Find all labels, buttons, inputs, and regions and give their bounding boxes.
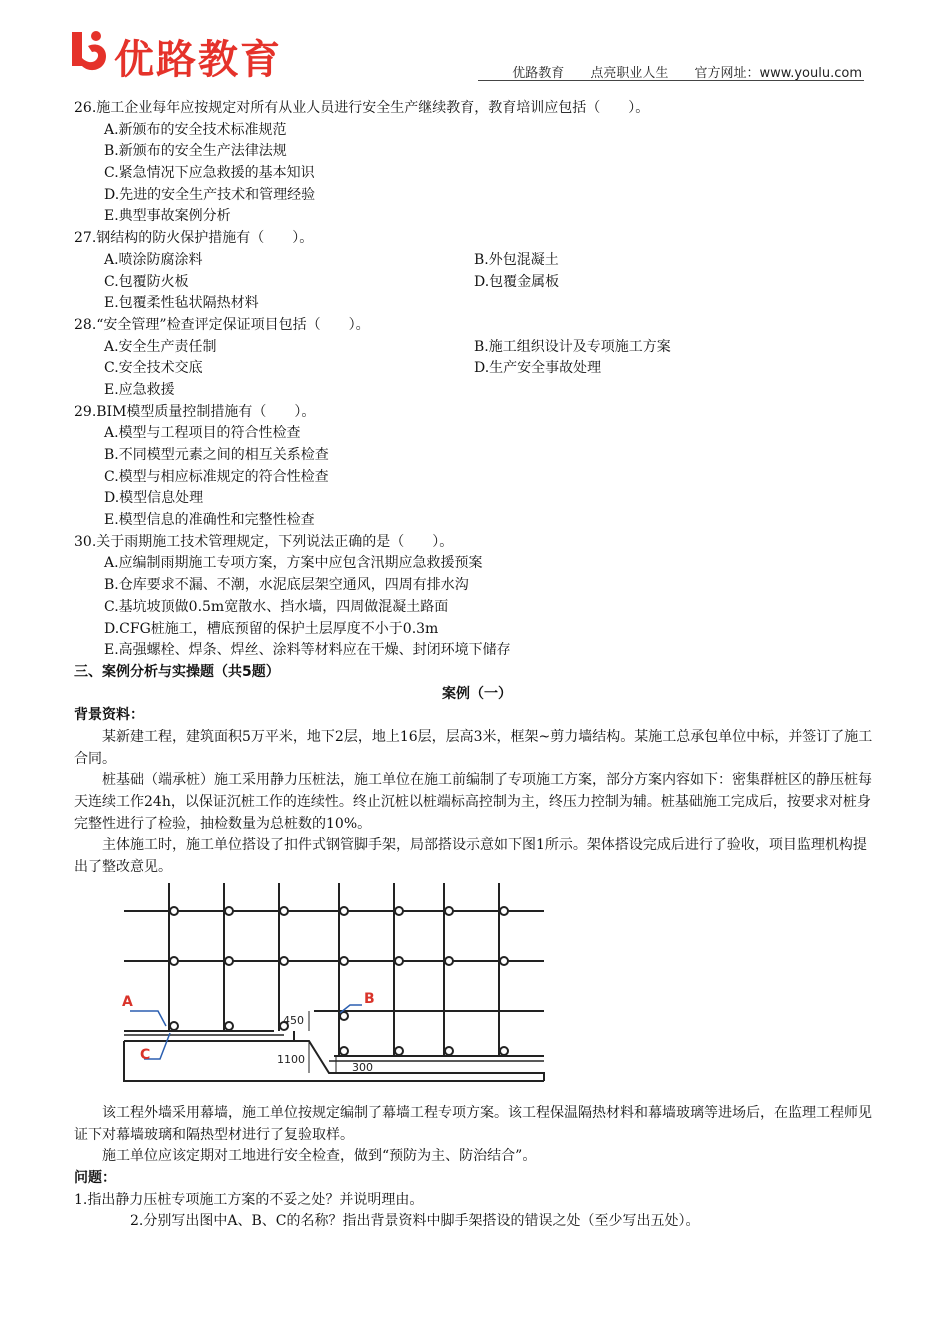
brand-logo	[68, 26, 298, 83]
option: C.安全技术交底	[104, 360, 203, 377]
option: A.新颁布的安全技术标准规范	[104, 121, 287, 138]
paragraph: 某新建工程，建筑面积5万平米，地下2层，地上16层，层高3米，框架~剪力墙结构。某施工总承包单位中标，并签订了施工合同。	[74, 728, 873, 767]
paragraph: 该工程外墙采用幕墙，施工单位按规定编制了幕墙工程专项方案。该工程保温隔热材料和幕墙玻璃等进场后，在监理工程师见证下对幕墙玻璃和隔热型材进行了复验取样。	[74, 1104, 872, 1143]
option: C.紧急情况下应急救援的基本知识	[104, 165, 315, 182]
option: B.施工组织设计及专项施工方案	[474, 338, 671, 355]
question-stem: 29.BIM模型质量控制措施有（ ）。	[74, 403, 316, 420]
header-divider	[478, 80, 864, 81]
section-title: 三、案例分析与实操题（共5题）	[74, 663, 280, 680]
option-row	[74, 272, 880, 294]
option: A.安全生产责任制	[104, 338, 217, 355]
label-b: B	[364, 990, 375, 1007]
header-website[interactable]: 官方网址：www.youlu.com	[694, 66, 862, 81]
background-label: 背景资料：	[74, 707, 144, 724]
option: B.不同模型元素之间的相互关系检查	[104, 447, 329, 463]
option: B.外包混凝土	[474, 251, 559, 268]
option: E.模型信息的准确性和完整性检查	[104, 512, 315, 529]
logo-icon	[68, 26, 110, 76]
dim-300: 300	[352, 1060, 373, 1074]
header-brand: 优路教育	[512, 66, 565, 81]
option: B.新颁布的安全生产法律法规	[104, 143, 287, 160]
option-row	[74, 358, 880, 380]
label-c: C	[140, 1046, 151, 1063]
questions-label: 问题：	[74, 1169, 116, 1186]
option-row	[74, 337, 880, 359]
option: C.模型与相应标准规定的符合性检查	[104, 468, 329, 485]
option: E.包覆柔性毡状隔热材料	[104, 295, 259, 312]
paragraph: 主体施工时，施工单位搭设了扣件式钢管脚手架，局部搭设示意如下图1所示。架体搭设完成后进行了验收，项目监理机构提出了整改意见。	[74, 837, 867, 876]
dim-450: 450	[283, 1013, 304, 1027]
option: A.喷涂防腐涂料	[104, 251, 203, 268]
option: E.高强螺栓、焊条、焊丝、涂料等材料应在干燥、封闭环境下储存	[104, 642, 511, 659]
option: B.仓库要求不漏、不潮，水泥底层架空通风，四周有排水沟	[104, 577, 469, 594]
option: D.生产安全事故处理	[474, 360, 602, 377]
option: C.包覆防火板	[104, 273, 189, 290]
option: A.应编制雨期施工专项方案，方案中应包含汛期应急救援预案	[104, 555, 483, 572]
paragraph: 施工单位应该定期对工地进行安全检查，做到“预防为主、防治结合”。	[102, 1148, 537, 1165]
option: D.CFG桩施工，槽底预留的保护土层厚度不小于0.3m	[104, 620, 439, 637]
question-stem: 30.关于雨期施工技术管理规定，下列说法正确的是（ ）。	[74, 533, 454, 550]
option: A.模型与工程项目的符合性检查	[104, 425, 301, 442]
header-slogan	[490, 62, 862, 81]
case-question: 2.分别写出图中A、B、C的名称？指出背景资料中脚手架搭设的错误之处（至少写出五处）。	[130, 1213, 700, 1230]
option: C.基坑坡顶做0.5m宽散水、挡水墙，四周做混凝土路面	[104, 598, 449, 615]
option: E.典型事故案例分析	[104, 208, 231, 225]
dim-1100: 1100	[277, 1052, 305, 1066]
case-question: 1.指出静力压桩专项施工方案的不妥之处？并说明理由。	[74, 1191, 424, 1208]
page-header	[0, 0, 950, 86]
case-title: 案例（一）	[442, 685, 512, 702]
question-stem: 28.“安全管理”检查评定保证项目包括（ ）。	[74, 316, 370, 333]
option: D.模型信息处理	[104, 490, 204, 507]
logo-text: 优路教育	[114, 37, 282, 83]
question-stem: 27.钢结构的防火保护措施有（ ）。	[74, 230, 314, 247]
paragraph: 桩基础（端承桩）施工采用静力压桩法，施工单位在施工前编制了专项施工方案，部分方案内容如下：密集群桩区的静压桩每天连续工作24h，以保证沉桩工作的连续性。终止沉桩以桩端标高控制为主，终压力控制为辅。桩基础施工完成后，按要求对桩身完整性进行了检验，抽检数量为总桩数的10%。	[74, 772, 872, 832]
page-content	[74, 98, 880, 1233]
scaffold-diagram	[104, 883, 584, 1101]
option: D.先进的安全生产技术和管理经验	[104, 186, 316, 203]
header-slogan-text: 点亮职业人生	[590, 66, 669, 81]
option-row	[74, 250, 880, 272]
option: E.应急救援	[104, 381, 175, 398]
label-a: A	[122, 993, 133, 1010]
option: D.包覆金属板	[474, 273, 560, 290]
question-stem: 26.施工企业每年应按规定对所有从业人员进行安全生产继续教育，教育培训应包括（ ）。	[74, 100, 650, 116]
scaffold-figure	[74, 883, 880, 1101]
